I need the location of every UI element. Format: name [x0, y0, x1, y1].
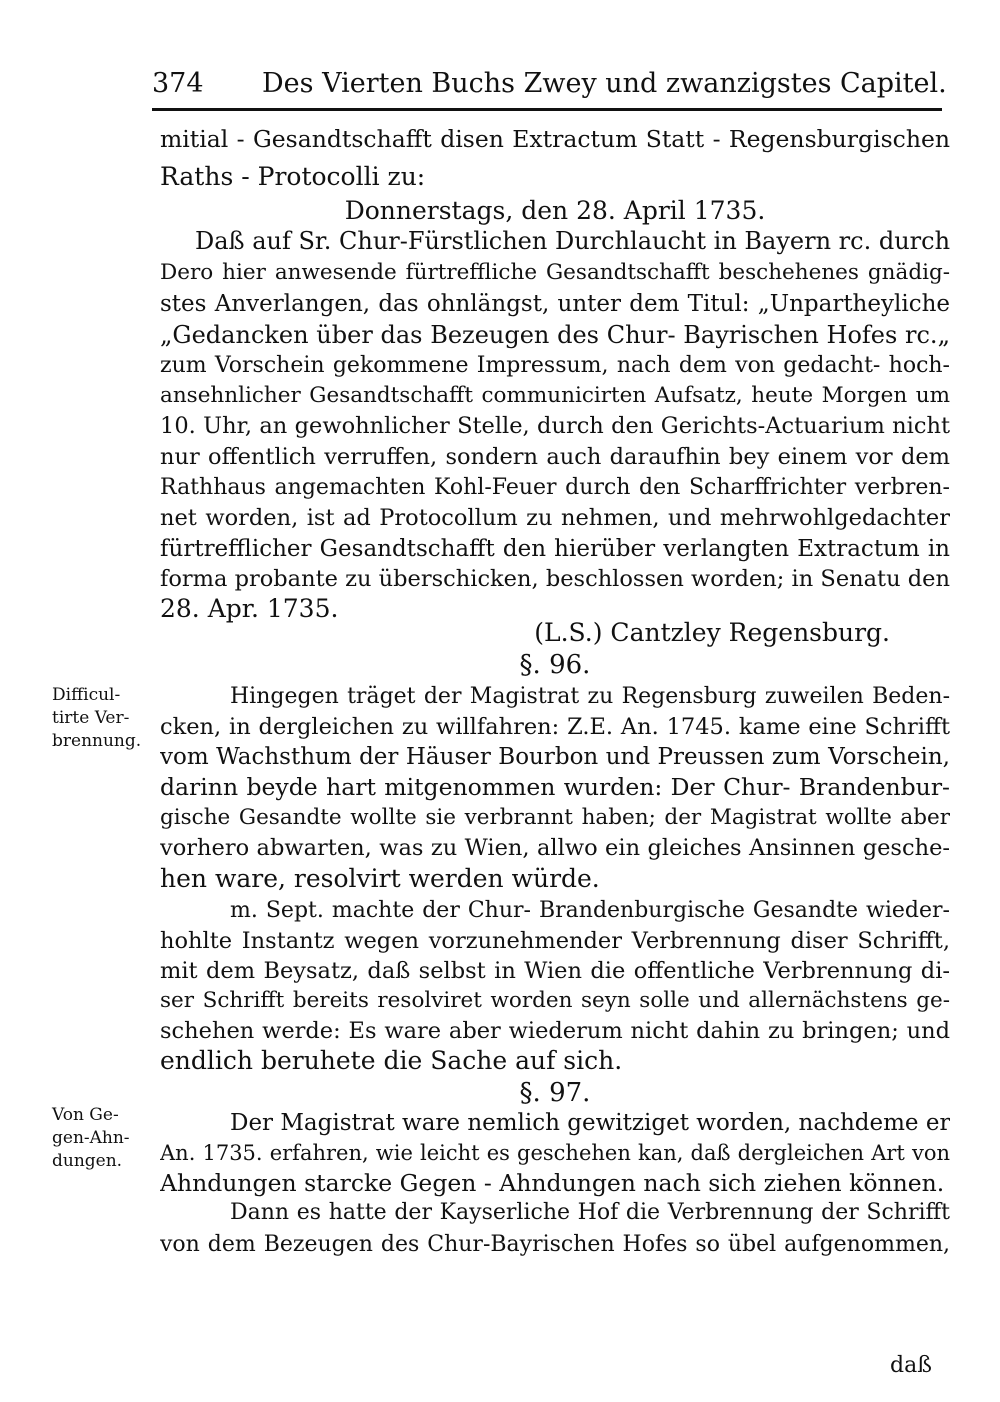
margin-note-line: gen-Ahn- [52, 1128, 130, 1148]
text-line: nur offentlich verruffen, sondern auch daraufhin bey einem vor dem [160, 444, 950, 470]
margin-note-96 [52, 684, 162, 753]
text-line: zum Vorschein gekommene Impressum, nach dem von gedacht- hoch- [160, 353, 950, 378]
text-line: endlich beruhete die Sache auf sich. [160, 1046, 623, 1075]
margin-note-line: dungen. [52, 1151, 123, 1171]
text-line: forma probante zu überschicken, beschlossen worden; in Senatu den [160, 566, 950, 592]
margin-note-line: tirte Ver- [52, 708, 130, 728]
section-heading-96: §. 96. [519, 650, 591, 680]
page-number: 374 [152, 68, 204, 99]
text-line: ansehnlicher Gesandtschafft communicirten Aufsatz, heute Morgen um [160, 383, 950, 408]
text-line: m. Sept. machte der Chur- Brandenburgische Gesandte wieder- [230, 898, 950, 923]
text-line: 28. Apr. 1735. [160, 594, 339, 623]
catchword: daß [890, 1353, 932, 1378]
section-heading-97: §. 97. [519, 1078, 591, 1108]
text-line: Rathhaus angemachten Kohl-Feuer durch den Scharffrichter verbren- [160, 475, 950, 500]
text-line: Hingegen träget der Magistrat zu Regensburg zuweilen Beden- [230, 684, 950, 709]
text-line: Dero hier anwesende fürtreffliche Gesandtschafft beschehenes gnädig- [160, 260, 950, 285]
text-line: hohlte Instantz wegen vorzunehmender Verbrennung diser Schrifft, [160, 928, 950, 954]
text-line: „Gedancken über das Bezeugen des Chur- Bayrischen Hofes rc.„ [160, 321, 950, 349]
text-line: cken, in dergleichen zu willfahren: Z.E. An. 1745. kame eine Schrifft [160, 714, 950, 740]
text-line: vom Wachsthum der Häuser Bourbon und Preussen zum Vorschein, [160, 744, 950, 770]
margin-note-97 [52, 1104, 162, 1173]
running-header [152, 68, 947, 99]
signature-line: (L.S.) Cantzley Regensburg. [534, 618, 890, 647]
text-line: An. 1735. erfahren, wie leicht es geschehen kan, daß dergleichen Art von [160, 1141, 950, 1165]
date-line: Donnerstags, den 28. April 1735. [344, 196, 766, 225]
text-line: Daß auf Sr. Chur-Fürstlichen Durchlaucht in Bayern rc. durch [195, 227, 950, 255]
margin-note-line: brennung. [52, 731, 142, 751]
text-line: Dann es hatte der Kayserliche Hof die Verbrennung der Schrifft [230, 1200, 950, 1225]
text-line: Der Magistrat ware nemlich gewitziget worden, nachdeme er [230, 1110, 950, 1136]
text-line: Raths - Protocolli zu: [160, 162, 426, 191]
text-line: mit dem Beysatz, daß selbst in Wien die offentliche Verbrennung di- [160, 958, 950, 984]
text-line: Ahndungen starcke Gegen - Ahndungen nach sich ziehen können. [160, 1169, 945, 1197]
text-line: darinn beyde hart mitgenommen wurden: Der Chur- Brandenbur- [160, 773, 950, 801]
text-line: schehen werde: Es ware aber wiederum nicht dahin zu bringen; und [160, 1018, 950, 1044]
margin-note-line: Von Ge- [52, 1105, 119, 1125]
header-rule [152, 108, 942, 111]
text-line: stes Anverlangen, das ohnlängst, unter dem Titul: „Unpartheyliche [160, 291, 950, 317]
running-title: Des Vierten Buchs Zwey und zwanzigstes Capitel. [262, 68, 947, 99]
text-line: ser Schrifft bereits resolviret worden seyn solle und allernächstens ge- [160, 988, 950, 1013]
margin-note-line: Difficul- [52, 685, 121, 705]
text-line: gische Gesandte wollte sie verbrannt haben; der Magistrat wollte aber [160, 805, 950, 830]
text-line: 10. Uhr, an gewohnlicher Stelle, durch den Gerichts-Actuarium nicht [160, 413, 950, 439]
text-line: net worden, ist ad Protocollum zu nehmen, und mehrwohlgedachter [160, 505, 950, 531]
text-line: hen ware, resolvirt werden würde. [160, 864, 600, 893]
text-line: von dem Bezeugen des Chur-Bayrischen Hofes so übel aufgenommen, [160, 1232, 950, 1257]
text-line: mitial - Gesandtschafft disen Extractum Statt - Regensburgischen [160, 125, 950, 153]
text-line: fürtrefflicher Gesandtschafft den hierüber verlangten Extractum in [160, 536, 950, 562]
text-line: vorhero abwarten, was zu Wien, allwo ein gleiches Ansinnen gesche- [160, 835, 950, 861]
